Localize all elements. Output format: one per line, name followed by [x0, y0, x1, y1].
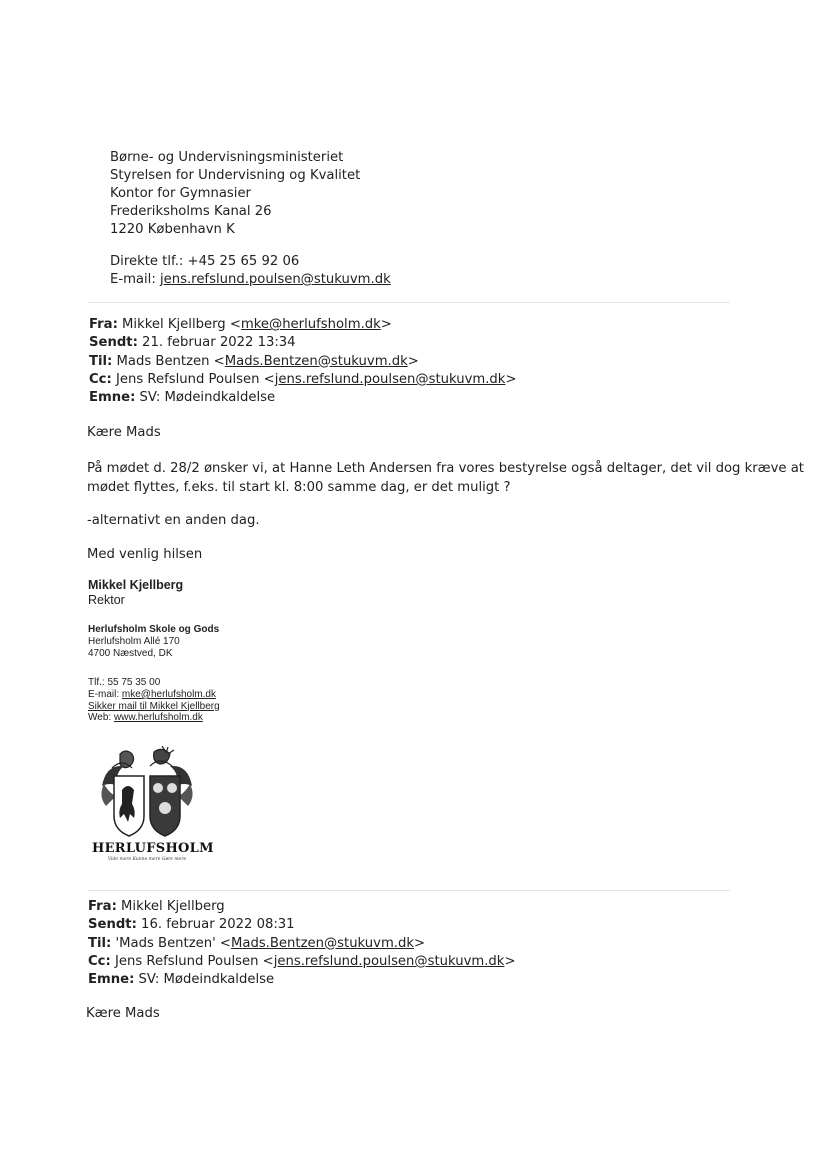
signature-email-line: E-mail: mke@herlufsholm.dk — [88, 688, 216, 700]
email2-subject: Emne: SV: Mødeindkaldelse — [88, 972, 275, 988]
signature-street: Herlufsholm Allé 170 — [88, 635, 180, 647]
email2-to: Til: 'Mads Bentzen' <Mads.Bentzen@stukuvm.dk> — [88, 935, 426, 951]
signature-secure-mail — [88, 701, 220, 713]
address-phone: Direkte tlf.: +45 25 65 92 06 — [110, 254, 300, 269]
address-line-ministry: Børne- og Undervisningsministeriet — [110, 150, 344, 165]
logo-wordmark: HERLUFSHOLM — [92, 841, 214, 856]
address-line-office: Kontor for Gymnasier — [110, 186, 251, 201]
signature-phone: Tlf.: 55 75 35 00 — [88, 677, 161, 688]
email1-subject: Emne: SV: Mødeindkaldelse — [89, 390, 276, 406]
email1-sent: Sendt: 21. februar 2022 13:34 — [89, 335, 296, 351]
email1-paragraph-2: -alternativt en anden dag. — [87, 513, 260, 528]
email1-to: Til: Mads Bentzen <Mads.Bentzen@stukuvm.dk> — [89, 353, 419, 369]
signature-secure-mail-link[interactable]: Sikker mail til Mikkel Kjellberg — [88, 700, 220, 712]
signature-contact-block — [88, 677, 220, 724]
email1-from-email-link[interactable]: mke@herlufsholm.dk — [240, 317, 381, 332]
address-line-street: Frederiksholms Kanal 26 — [110, 204, 272, 219]
signature-name: Mikkel Kjellberg — [88, 578, 184, 592]
address-email-link[interactable]: jens.refslund.poulsen@stukuvm.dk — [159, 272, 391, 287]
email1-closing: Med venlig hilsen — [87, 547, 203, 562]
signature-web-link[interactable]: www.herlufsholm.dk — [113, 712, 203, 724]
address-line-agency: Styrelsen for Undervisning og Kvalitet — [110, 168, 361, 183]
separator-1 — [88, 302, 730, 303]
email1-greeting: Kære Mads — [87, 425, 161, 440]
signature — [88, 578, 183, 608]
email1-header — [89, 316, 517, 407]
logo-motto: Vide mere Kunne mere Gøre mere — [107, 857, 187, 862]
address-line-city: 1220 København K — [110, 222, 235, 237]
signature-email-link[interactable]: mke@herlufsholm.dk — [121, 688, 216, 700]
email1-paragraph-1-line-2: mødet flyttes, f.eks. til start kl. 8:00 samme dag, er det muligt ? — [87, 480, 511, 495]
signature-org: Herlufsholm Skole og Gods — [88, 624, 220, 635]
email2-header — [88, 898, 516, 989]
address-gap — [110, 239, 391, 253]
email2-cc-email-link[interactable]: jens.refslund.poulsen@stukuvm.dk — [273, 953, 505, 969]
email1-to-email-link[interactable]: Mads.Bentzen@stukuvm.dk — [224, 353, 408, 369]
address-email-label: E-mail: — [110, 272, 160, 287]
signature-org-block — [88, 624, 219, 659]
email2-greeting: Kære Mads — [86, 1006, 160, 1021]
signature-web-line: Web: www.herlufsholm.dk — [88, 712, 203, 724]
address-block — [110, 149, 391, 289]
signature-role: Rektor — [88, 593, 125, 607]
email2-cc: Cc: Jens Refslund Poulsen <jens.refslund.poulsen@stukuvm.dk> — [88, 953, 516, 969]
email1-from: Fra: Mikkel Kjellberg <mke@herlufsholm.dk> — [89, 317, 392, 332]
address-email-line — [110, 271, 391, 289]
email2-from: Fra: Mikkel Kjellberg — [88, 899, 225, 914]
separator-2 — [88, 890, 730, 891]
email1-cc-email-link[interactable]: jens.refslund.poulsen@stukuvm.dk — [274, 371, 506, 387]
email2-to-email-link[interactable]: Mads.Bentzen@stukuvm.dk — [230, 935, 414, 951]
email1-paragraph-1 — [87, 459, 804, 497]
email1-cc: Cc: Jens Refslund Poulsen <jens.refslund.poulsen@stukuvm.dk> — [89, 371, 517, 387]
signature-city: 4700 Næstved, DK — [88, 647, 173, 659]
email1-paragraph-1-line-1: På mødet d. 28/2 ønsker vi, at Hanne Leth Andersen fra vores bestyrelse også deltager, det vil dog kræve at — [87, 461, 804, 476]
email2-sent: Sendt: 16. februar 2022 08:31 — [88, 917, 295, 933]
